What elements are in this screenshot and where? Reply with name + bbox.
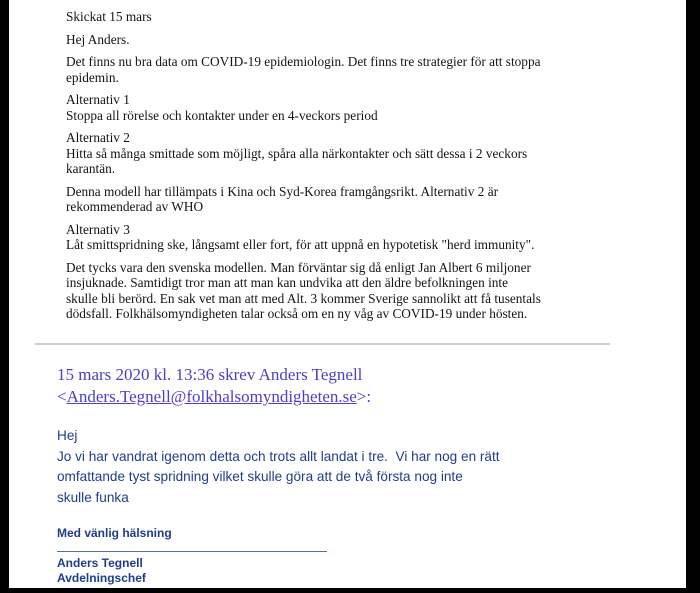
alternative-1-text: Stoppa all rörelse och kontakter under en 4-veckors period	[66, 107, 378, 123]
reply-attribution-text: 15 mars 2020 kl. 13:36 skrev Anders Tegnell	[57, 365, 363, 384]
alternative-2-text: karantän.	[66, 161, 116, 176]
sender-email-link[interactable]: Anders.Tegnell@folkhalsomyndigheten.se	[66, 387, 357, 406]
reply-closing: Med vänlig hälsning	[57, 525, 172, 540]
reply-email-line	[57, 386, 371, 408]
conclusion-line: dödsfall. Folkhälsomyndigheten talar också om en ny våg av COVID-19 under hösten.	[66, 306, 528, 321]
alternative-3-text: Låt smittspridning ske, långsamt eller fort, för att uppnå en hypotetisk "herd immunity".	[66, 237, 535, 252]
reply-body-line: omfattande tyst spridning vilket skulle göra att de två första nog inte	[57, 469, 463, 485]
reply-body-line: skulle funka	[57, 490, 129, 506]
reply-body-line: Jo vi har vandrat igenom detta och trots allt landat i tre. Vi har nog en rätt	[57, 448, 500, 464]
signature-name: Anders Tegnell	[57, 555, 143, 570]
conclusion-line: Det tycks vara den svenska modellen. Man förväntar sig då enligt Jan Albert 6 miljoner	[66, 259, 531, 275]
email-suffix: >:	[356, 387, 372, 406]
alternative-1-heading: Alternativ 1	[66, 92, 130, 107]
message-separator	[35, 343, 610, 345]
reply-body	[57, 426, 500, 509]
intro-line: epidemin.	[66, 69, 119, 85]
signature-block	[57, 556, 146, 586]
sent-date-paragraph	[66, 9, 541, 25]
signature-title: Avdelningschef	[57, 570, 146, 585]
reply-greeting: Hej	[57, 428, 78, 443]
reply-attribution	[57, 364, 371, 408]
alternative-3-heading: Alternativ 3	[66, 221, 130, 237]
alternative-2-paragraph	[66, 130, 541, 177]
conclusion-line: insjuknade. Samtidigt tror man att man kan undvika att den äldre befolkningen inte	[66, 275, 509, 290]
original-message	[66, 9, 541, 329]
conclusion-line: skulle bli berörd. En sak vet man att med Alt. 3 kommer Sverige sannolikt att få tusentals	[66, 290, 541, 306]
signature-divider	[57, 551, 327, 552]
alternative-2-text: Hitta så många smittade som möjligt, spåra alla närkontakter och sätt dessa i 2 veckors	[66, 145, 528, 161]
alternative-3-paragraph	[66, 222, 541, 253]
alternative-2-heading: Alternativ 2	[66, 130, 130, 145]
email-prefix: <	[57, 387, 67, 406]
conclusion-paragraph	[66, 260, 541, 322]
greeting: Hej Anders.	[66, 31, 130, 47]
alternative-1-paragraph	[66, 92, 541, 123]
alternative-2-note-line: Denna modell har tillämpats i Kina och Syd-Korea framgångsrikt. Alternativ 2 är	[66, 183, 499, 199]
sent-date: Skickat 15 mars	[66, 9, 152, 24]
intro-paragraph	[66, 54, 541, 85]
alternative-2-note-line: rekommenderad av WHO	[66, 199, 204, 214]
intro-line: Det finns nu bra data om COVID-19 epidemiologin. Det finns tre strategier för att stoppa	[66, 54, 541, 69]
alternative-2-note-paragraph	[66, 184, 541, 215]
greeting-paragraph	[66, 32, 541, 48]
